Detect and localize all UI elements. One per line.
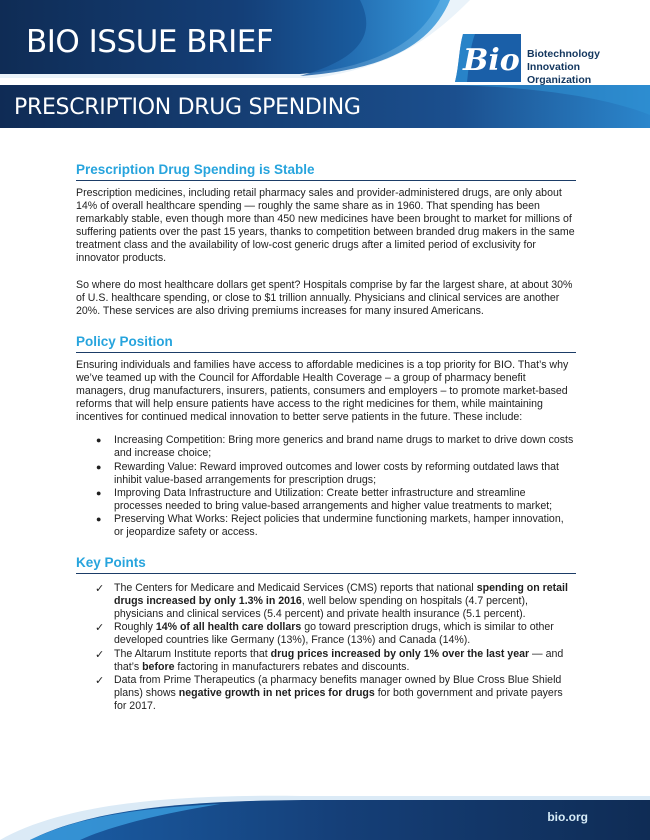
key-point-text: go toward prescription drugs, which is similar to other developed countries like Germany (13%), France (13%) and Canada (14%).: [114, 621, 554, 647]
brief-body: [76, 162, 576, 713]
list-item: [76, 487, 576, 513]
stable-paragraph-1: Prescription medicines, including retail pharmacy sales and provider-administered drugs, are only about 14% of overall healthcare spending — roughly the same share as in 1960. That spending has been remarkably stable, even though more than 450 new medicines have been brought to market for millions of suffering patients over the past 15 years, thanks to competition between branded drug makers in the same treatment class and the availability of low-cost generic drugs after a limited period of exclusivity for innovator products.: [76, 187, 575, 265]
header-banner: [0, 0, 650, 150]
list-item: [76, 434, 576, 460]
list-item: [76, 648, 576, 674]
policy-paragraph: Ensuring individuals and families have access to affordable medicines is a top priority for BIO. That’s why we’ve teamed up with the Council for Affordable Health Coverage – a group of pharmacy benefit managers, drug manufacturers, insurers, patients, consumers and employers – to promote market-based reforms that will help ensure patients have access to the right medicines for them, while maintaining incentives for continued medical innovation to better serve patients in the future. These include:: [76, 358, 569, 424]
key-point-text: The Centers for Medicare and Medicaid Services (CMS) reports that national: [114, 582, 477, 595]
list-item: [76, 461, 576, 487]
key-point-emphasis: drug prices increased by only 1% over the last year: [270, 647, 530, 660]
section-heading-stable: Prescription Drug Spending is Stable: [76, 162, 576, 181]
bullet-dot-icon: ●: [96, 487, 102, 498]
key-point-text: factoring in manufacturers rebates and discounts.: [174, 660, 410, 673]
section-heading-policy: Policy Position: [76, 334, 576, 353]
section-heading-key-points: Key Points: [76, 555, 576, 574]
bio-logo: [455, 30, 645, 90]
footer-banner: [0, 786, 650, 840]
list-item-text: Improving Data Infrastructure and Utilization: Create better infrastructure and streamline processes needed to bring value-based arrangements and higher value treatments to market;: [114, 486, 553, 512]
logo-line-2: Innovation: [527, 61, 581, 73]
checkmark-icon: ✓: [95, 621, 105, 635]
checkmark-icon: ✓: [95, 647, 105, 661]
key-point-text: The Altarum Institute reports that: [114, 647, 271, 660]
logo-line-1: Biotechnology: [527, 48, 600, 60]
key-point-emphasis: negative growth in net prices for drugs: [178, 686, 375, 699]
series-title: BIO ISSUE BRIEF: [26, 24, 274, 60]
key-point-text: for both government and private payers for 2017.: [114, 686, 563, 712]
key-point-emphasis: spending on retail drugs increased by only 1.3% in 2016: [114, 582, 568, 608]
bullet-dot-icon: ●: [96, 513, 102, 524]
list-item-text: Preserving What Works: Reject policies that undermine functioning markets, hamper innovation, or jeopardize safety or access.: [114, 512, 564, 538]
key-point-text: Roughly: [114, 621, 156, 634]
checkmark-icon: ✓: [95, 673, 105, 687]
stable-paragraph-2: So where do most healthcare dollars get spent? Hospitals comprise by far the largest share, at about 30% of U.S. healthcare spending, or close to $1 trillion annually. Physicians and clinical services are another 20%. These services are also driving premiums increases for many insured Americans.: [76, 278, 573, 317]
list-item: [76, 582, 576, 621]
key-point-text: , well below spending on hospitals (4.7 percent), physicians and clinical services (5.4 percent) and private health insurance (5.1 percent).: [114, 595, 528, 621]
list-item: [76, 674, 576, 713]
checkmark-icon: ✓: [95, 582, 105, 596]
page-title: PRESCRIPTION DRUG SPENDING: [14, 95, 361, 120]
list-item: [76, 513, 576, 539]
policy-bullet-list: [76, 434, 576, 539]
bio-logo-mark: [455, 30, 523, 86]
key-point-emphasis: before: [142, 660, 175, 673]
svg-text:Bio: Bio: [463, 43, 520, 78]
key-point-emphasis: 14% of all health care dollars: [155, 621, 302, 634]
list-item-text: Increasing Competition: Bring more generics and brand name drugs to market to drive down costs and increase choice;: [114, 434, 574, 460]
list-item-text: Rewarding Value: Reward improved outcomes and lower costs by reforming outdated laws that inhibit value-based arrangements for prescription drugs;: [114, 460, 559, 486]
logo-wordmark: [527, 48, 600, 87]
key-points-list: [76, 582, 576, 713]
list-item: [76, 621, 576, 647]
website-link[interactable]: bio.org: [547, 810, 588, 824]
logo-line-3: Organization: [527, 74, 592, 86]
bullet-dot-icon: ●: [96, 461, 102, 472]
key-point-text: Data from Prime Therapeutics (a pharmacy benefits manager owned by Blue Cross Blue Shield plans) shows: [114, 673, 562, 699]
key-point-text: — and that’s: [114, 647, 564, 673]
bullet-dot-icon: ●: [96, 435, 102, 446]
